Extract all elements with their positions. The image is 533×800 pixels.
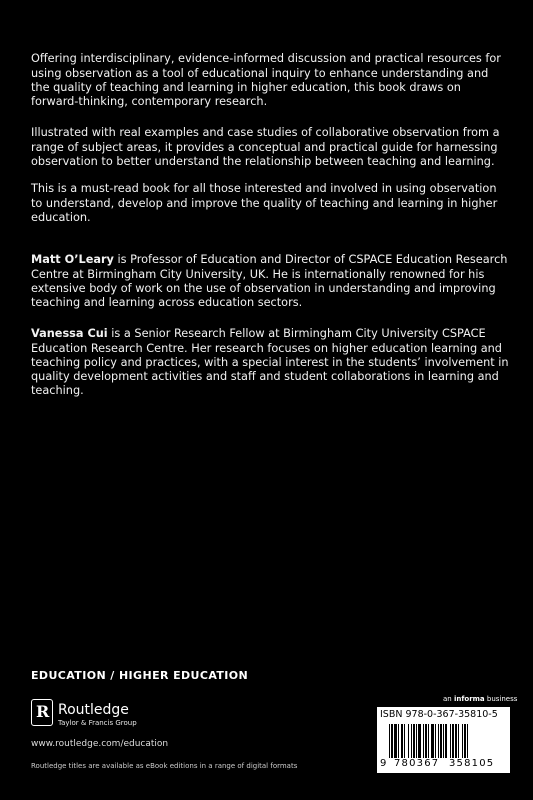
barcode-group-2: 358105 bbox=[449, 758, 495, 769]
barcode-bar bbox=[458, 724, 459, 758]
barcode-bar bbox=[411, 724, 412, 758]
barcode-bar bbox=[455, 724, 457, 758]
blurb-paragraph-3: This is a must-read book for all those interested and involved in using observation to understand, develop and improve the quality of teaching and learning in higher education. bbox=[31, 182, 498, 224]
barcode-first-digit: 9 bbox=[380, 758, 387, 769]
barcode-bar bbox=[394, 724, 397, 758]
ebook-note: Routledge titles are available as eBook editions in a range of digital formats bbox=[31, 762, 298, 770]
barcode-bar bbox=[438, 724, 439, 758]
barcode-bar bbox=[462, 724, 463, 758]
barcode-group-1: 780367 bbox=[394, 758, 440, 769]
publisher-group: Taylor & Francis Group bbox=[58, 719, 137, 727]
author-name: Vanessa Cui bbox=[31, 327, 108, 341]
routledge-logo-icon bbox=[31, 699, 53, 726]
barcode-bar bbox=[423, 724, 424, 758]
barcode-bar bbox=[418, 724, 421, 758]
informa-business-label bbox=[443, 695, 517, 703]
barcode-bar bbox=[450, 724, 451, 758]
informa-brand: informa bbox=[453, 695, 485, 703]
informa-suffix: business bbox=[484, 695, 518, 703]
informa-prefix: an bbox=[443, 695, 454, 703]
barcode-bar bbox=[425, 724, 427, 758]
isbn-label: ISBN 978-0-367-35810-5 bbox=[380, 709, 498, 720]
barcode-bar bbox=[443, 724, 444, 758]
barcode-bar bbox=[452, 724, 454, 758]
blurb-paragraph-2: Illustrated with real examples and case studies of collaborative observation from a range of subject areas, it provides a conceptual and practical guide for harnessing observation to better understand the relationship between teaching and learning. bbox=[31, 126, 500, 168]
author-bio-1 bbox=[31, 253, 509, 310]
barcode-bar bbox=[467, 724, 468, 758]
barcode-bar bbox=[431, 724, 434, 758]
publisher-name: Routledge bbox=[58, 702, 129, 718]
barcode-bar bbox=[413, 724, 415, 758]
barcode bbox=[377, 707, 510, 773]
barcode-bar bbox=[416, 724, 417, 758]
barcode-bar bbox=[391, 724, 393, 758]
barcode-bar bbox=[398, 724, 399, 758]
author-bio-text: is Professor of Education and Director of CSPACE Education Research Centre at Birmingham City University, UK. He is internationally renowned for his extensive body of work on the use of observation in understanding and improving teaching and learning across education sectors. bbox=[31, 253, 508, 309]
barcode-bar bbox=[404, 724, 405, 758]
subject-category: EDUCATION / HIGHER EDUCATION bbox=[31, 669, 249, 682]
barcode-bar bbox=[408, 724, 409, 758]
author-name: Matt O’Leary bbox=[31, 253, 114, 267]
barcode-bar bbox=[428, 724, 429, 758]
barcode-bar bbox=[389, 724, 390, 758]
author-bio-text: is a Senior Research Fellow at Birmingham City University CSPACE Education Research Centre. Her research focuses on higher education learning and teaching policy and practices, with a special interest in the students’ involvement in quality development activities and staff and student collaborations in learning and teaching. bbox=[31, 327, 509, 398]
barcode-bar bbox=[445, 724, 447, 758]
logo-letter: R bbox=[36, 702, 50, 721]
blurb-paragraph-1: Offering interdisciplinary, evidence-informed discussion and practical resources for using observation as a tool of educational inquiry to enhance understanding and the quality of teaching and learning in higher education, this book draws on forward-thinking, contemporary research. bbox=[31, 52, 501, 108]
barcode-bar bbox=[435, 724, 436, 758]
author-bio-2 bbox=[31, 327, 509, 398]
barcode-bar bbox=[401, 724, 403, 758]
barcode-bar bbox=[440, 724, 442, 758]
publisher-url[interactable]: www.routledge.com/education bbox=[31, 739, 169, 749]
barcode-bar bbox=[464, 724, 466, 758]
